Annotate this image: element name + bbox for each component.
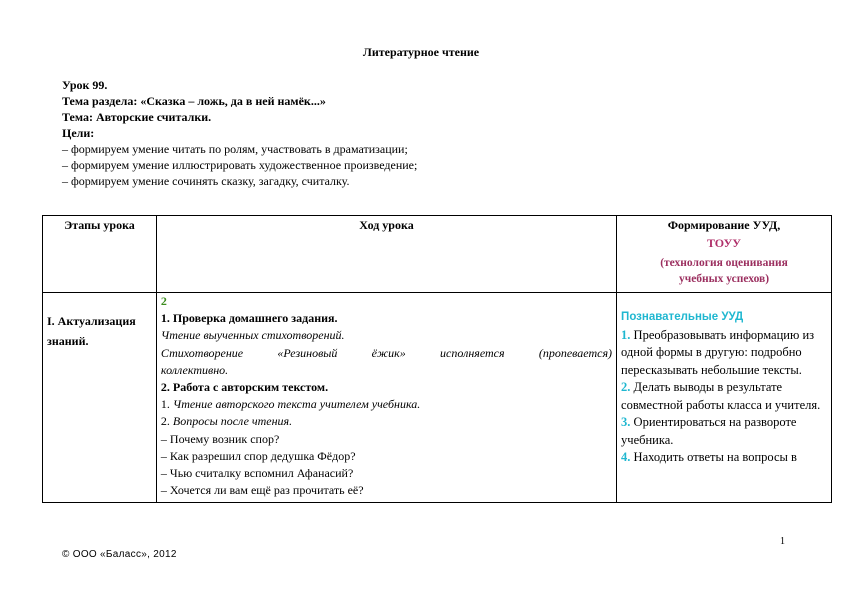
question-3: – Чью считалку вспомнил Афанасий?	[160, 466, 354, 481]
uud-item	[621, 379, 827, 414]
uud-item-num: 3.	[621, 415, 631, 429]
goal-item: – формируем умение читать по ролям, участвовать в драматизации;	[62, 142, 408, 156]
goal-item: – формируем умение иллюстрировать художественное произведение;	[62, 158, 418, 172]
stage-title: I. Актуализация знаний.	[47, 314, 136, 348]
uud-item-num: 1.	[621, 327, 631, 342]
uud-item-num: 2.	[621, 380, 631, 394]
document-title: Литературное чтение	[362, 45, 480, 59]
table-row	[43, 293, 832, 503]
uud-item-text: Делать выводы в результате совместной работы класса и учителя.	[621, 380, 821, 412]
uud-item-text: Преобразовывать информацию из одной формы в другую: подробно пересказывать небольшие тексты.	[621, 327, 815, 377]
uud-item-text: Находить ответы на вопросы в	[633, 450, 797, 464]
header-uud-line3: (технология оценивания	[660, 257, 788, 269]
item-2-num: 2.	[160, 414, 170, 429]
lesson-header	[62, 77, 417, 189]
question-1: – Почему возник спор?	[160, 431, 280, 446]
poem-line1: Стихотворение «Резиновый ёжик» исполняется (пропевается)	[160, 345, 613, 360]
uud-title: Познавательные УУД	[621, 311, 744, 323]
uud-item-text: Ориентироваться на развороте учебника.	[621, 415, 797, 447]
item-2	[161, 413, 612, 430]
stage-cell	[43, 293, 157, 503]
uud-item	[621, 327, 827, 380]
lesson-table	[42, 215, 832, 503]
goal-item: – формируем умение сочинять сказку, загадку, считалку.	[62, 174, 350, 188]
lesson-number: Урок 99.	[62, 78, 108, 92]
item-1-text: Чтение авторского текста учителем учебника.	[172, 397, 421, 412]
header-stages: Этапы урока	[43, 216, 157, 293]
header-progress: Ход урока	[156, 216, 616, 293]
uud-item	[621, 414, 827, 449]
goals-label: Цели:	[62, 126, 95, 140]
reading-learned: Чтение выученных стихотворений.	[160, 328, 345, 343]
table-header-row	[43, 216, 832, 293]
header-uud-line4: учебных успехов)	[678, 273, 770, 285]
uud-cell	[617, 293, 832, 503]
item-1	[161, 396, 612, 413]
item-2-text: Вопросы после чтения.	[172, 414, 293, 429]
uud-item-num: 4.	[621, 450, 631, 464]
uud-item	[621, 449, 827, 467]
section-topic: Тема раздела: «Сказка – ложь, да в ней намёк...»	[62, 94, 326, 108]
check-homework: 1. Проверка домашнего задания.	[160, 311, 338, 326]
item-1-num: 1.	[160, 397, 170, 412]
page-number: 1	[780, 536, 785, 547]
slide-number: 2	[160, 294, 167, 308]
header-uud-line1: Формирование УУД,	[667, 218, 781, 232]
header-uud	[617, 216, 832, 293]
lesson-topic: Тема: Авторские считалки.	[62, 110, 212, 124]
progress-cell	[156, 293, 616, 503]
author-text-work: 2. Работа с авторским текстом.	[160, 380, 329, 395]
header-uud-toyy: ТОУУ	[706, 236, 742, 250]
question-2: – Как разрешил спор дедушка Фёдор?	[160, 448, 356, 463]
poem-line2: коллективно.	[160, 362, 229, 377]
footer-copyright: © ООО «Баласс», 2012	[62, 549, 177, 560]
question-4: – Хочется ли вам ещё раз прочитать её?	[160, 483, 364, 498]
